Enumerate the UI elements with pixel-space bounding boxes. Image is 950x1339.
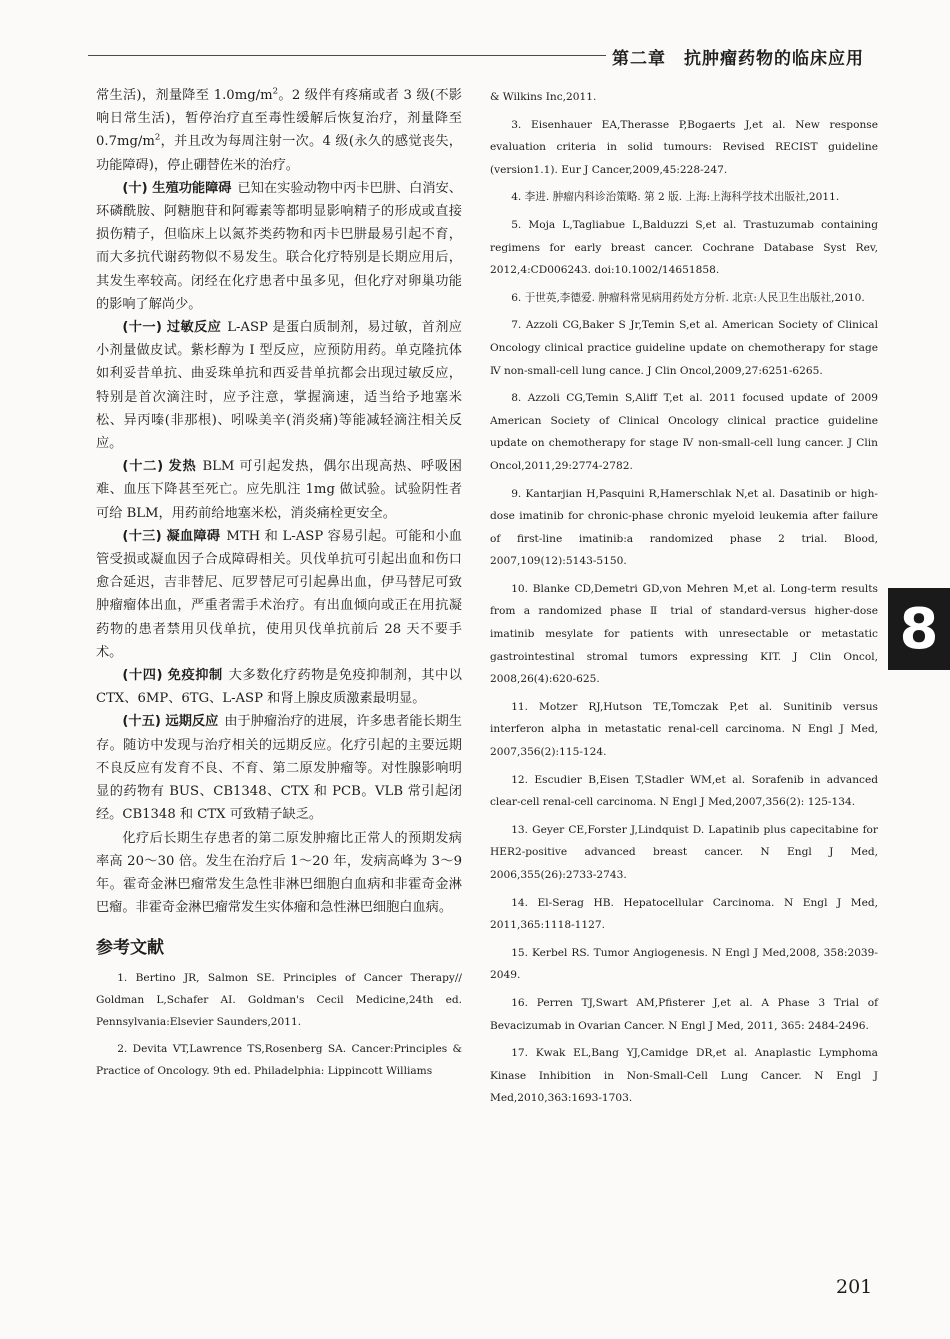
page-number: 201 xyxy=(836,1276,873,1298)
reference-item: 2. Devita VT,Lawrence TS,Rosenberg SA. Cancer:Principles & Practice of Oncology. 9th ed. Philadelphia: Lippincott Williams xyxy=(96,1042,462,1078)
section-long-term: (十五) 远期反应 由于肿瘤治疗的进展，许多患者能长期生存。随访中发现与治疗相关的远期反应。化疗引起的主要远期不良反应有发育不良、不育、第二原发肿瘤等。对性腺影响明显的药物有 BUS、CB1348、CTX 和 PCB。VLB 常引起闭经。CB1348 和 CTX 可致精子缺乏。 xyxy=(96,714,462,823)
reference-item: 7. Azzoli CG,Baker S Jr,Temin S,et al. American Society of Clinical Oncology clinical practice guideline update on chemotherapy for stage Ⅳ non-small-cell lung cance. J Clin Oncol,2009,27:6251-6265. xyxy=(490,319,878,377)
section-heading: (十四) 免疫抑制 xyxy=(122,668,223,684)
reference-item: 5. Moja L,Tagliabue L,Balduzzi S,et al. Trastuzumab containing regimens for early breast cancer. Cochrane Database Syst Rev, 2012,4:CD006243. doi:10.1002/14651858. xyxy=(490,218,878,277)
chapter-tab: 8 xyxy=(888,588,950,670)
section-immunosuppression: (十四) 免疫抑制 大多数化疗药物是免疫抑制剂，其中以 CTX、6MP、6TG、L-ASP 和肾上腺皮质激素最明显。 xyxy=(96,668,462,707)
right-column xyxy=(490,86,878,1115)
section-heading: (十三) 凝血障碍 xyxy=(122,528,221,544)
section-allergy: (十一) 过敏反应 L-ASP 是蛋白质制剂，易过敏，首剂应小剂量做皮试。紫杉醇为 Ⅰ 型反应，应预防用药。单克隆抗体如利妥昔单抗、曲妥珠单抗和西妥昔单抗都会出现过敏反应，特别是首次滴注时，应予注意，掌握滴速，适当给予地塞米松、异丙嗪(非那根)、吲哚美辛(消炎痛)等能减轻滴注相关反应。 xyxy=(96,320,462,452)
reference-item: 1. Bertino JR, Salmon SE. Principles of Cancer Therapy// Goldman L,Schafer AI. Goldman's Cecil Medicine,24th ed. Pennsylvania:Elsevier Saunders,2011. xyxy=(96,971,462,1029)
reference-item: 16. Perren TJ,Swart AM,Pfisterer J,et al. A Phase 3 Trial of Bevacizumab in Ovarian Cancer. N Engl J Med, 2011, 365: 2484-2496. xyxy=(490,996,878,1032)
section-heading: (十一) 过敏反应 xyxy=(122,320,222,336)
running-header xyxy=(612,44,864,69)
reference-item: 9. Kantarjian H,Pasquini R,Hamerschlak N,et al. Dasatinib or high-dose imatinib for chronic-phase chronic myeloid leukemia after failure of first-line imatinib:a randomized phase 2 trial. Blood, 2007,109(12):5143-5150. xyxy=(490,487,878,568)
reference-item: 12. Escudier B,Eisen T,Stadler WM,et al. Sorafenib in advanced clear-cell renal-cell carcinoma. N Engl J Med,2007,356(2): 125-134. xyxy=(490,773,878,809)
reference-item: 10. Blanke CD,Demetri GD,von Mehren M,et al. Long-term results from a randomized phase Ⅱ trial of standard-versus higher-dose imatinib mesylate for patients with unresectable or metastatic gastrointestinal stromal tumors expressing KIT. J Clin Oncol, 2008,26(4):620-625. xyxy=(490,582,878,686)
section-heading: (十) 生殖功能障碍 xyxy=(122,180,232,196)
paragraph: 常生活)，剂量降至 $1.0mg/m^2$。2 级伴有疼痛或者 3 级(不影响日常生活)，暂停治疗直至毒性缓解后恢复治疗，剂量降至 $0.7mg/m^2$，并且改为每周注射一次。4 级(永久的感觉丧失，功能障碍)，停止硼替佐米的治疗。 xyxy=(96,86,462,173)
reference-item: 8. Azzoli CG,Temin S,Aliff T,et al. 2011 focused update of 2009 American Society of Clinical Oncology clinical practice guideline update on chemotherapy for stage Ⅳ non-small-cell lung cancer. J Clin Oncol,2011,29:2774-2782. xyxy=(490,392,878,472)
reference-continuation: & Wilkins Inc,2011. xyxy=(490,91,597,103)
references-heading: 参考文献 xyxy=(96,938,164,959)
reference-item: 3. Eisenhauer EA,Therasse P,Bogaerts J,et al. New response evaluation criteria in solid tumours: Revised RECIST guideline (version1.1). Eur J Cancer,2009,45:228-247. xyxy=(490,118,878,176)
section-fever: (十二) 发热 BLM 可引起发热，偶尔出现高热、呼吸困难、血压下降甚至死亡。应先肌注 1mg 做试验。试验阴性者可给 BLM，用药前给地塞米松，消炎痛栓更安全。 xyxy=(96,459,462,521)
chapter-label: 第二章 xyxy=(612,49,666,69)
chapter-title: 抗肿瘤药物的临床应用 xyxy=(684,49,864,69)
reference-item: 4. 李进. 肿瘤内科诊治策略. 第 2 版. 上海:上海科学技术出版社,2011. xyxy=(511,191,840,204)
section-heading: (十五) 远期反应 xyxy=(122,714,219,730)
section-reproductive: (十) 生殖功能障碍 已知在实验动物中丙卡巴肼、白消安、环磷酰胺、阿糖胞苷和阿霉素等都明显影响精子的形成或直接损伤精子，但临床上以氮芥类药物和丙卡巴肼最易引起不育，而大多抗代谢药物似不易发生。联合化疗特别是长期应用后，其发生率较高。闭经在化疗患者中虽多见，但化疗对卵巢功能的影响了解尚少。 xyxy=(96,180,462,312)
reference-item: 11. Motzer RJ,Hutson TE,Tomczak P,et al. Sunitinib versus interferon alpha in metastatic renal-cell carcinoma. N Engl J Med, 2007,356(2):115-124. xyxy=(490,700,878,759)
header-rule xyxy=(88,55,606,56)
reference-item: 6. 于世英,李德爱. 肿瘤科常见病用药处方分析. 北京:人民卫生出版社,2010. xyxy=(511,291,865,304)
reference-item: 17. Kwak EL,Bang YJ,Camidge DR,et al. Anaplastic Lymphoma Kinase Inhibition in Non-Small-Cell Lung Cancer. N Engl J Med,2010,363:1693-1703. xyxy=(490,1047,878,1105)
closing-paragraph: 化疗后长期生存患者的第二原发肿瘤比正常人的预期发病率高 20～30 倍。发生在治疗后 1～20 年，发病高峰为 3～9 年。霍奇金淋巴瘤常发生急性非淋巴细胞白血病和非霍奇金淋巴瘤。非霍奇金淋巴瘤常发生实体瘤和急性淋巴细胞白血病。 xyxy=(96,830,462,916)
reference-item: 15. Kerbel RS. Tumor Angiogenesis. N Engl J Med,2008, 358:2039-2049. xyxy=(490,946,878,982)
left-column xyxy=(96,84,462,1087)
section-coagulation: (十三) 凝血障碍 MTH 和 L-ASP 容易引起。可能和小血管受损或凝血因子合成障碍相关。贝伐单抗可引起出血和伤口愈合延迟，吉非替尼、厄罗替尼可引起鼻出血，伊马替尼可致肿瘤瘤体出血，严重者需手术治疗。有出血倾向或正在用抗凝药物的患者禁用贝伐单抗，使用贝伐单抗前后 28 天不要手术。 xyxy=(96,528,462,660)
reference-item: 13. Geyer CE,Forster J,Lindquist D. Lapatinib plus capecitabine for HER2-positive advanced breast cancer. N Engl J Med, 2006,355(26):2733-2743. xyxy=(490,823,878,881)
reference-item: 14. El-Serag HB. Hepatocellular Carcinoma. N Engl J Med, 2011,365:1118-1127. xyxy=(490,896,878,932)
section-heading: (十二) 发热 xyxy=(122,459,197,475)
